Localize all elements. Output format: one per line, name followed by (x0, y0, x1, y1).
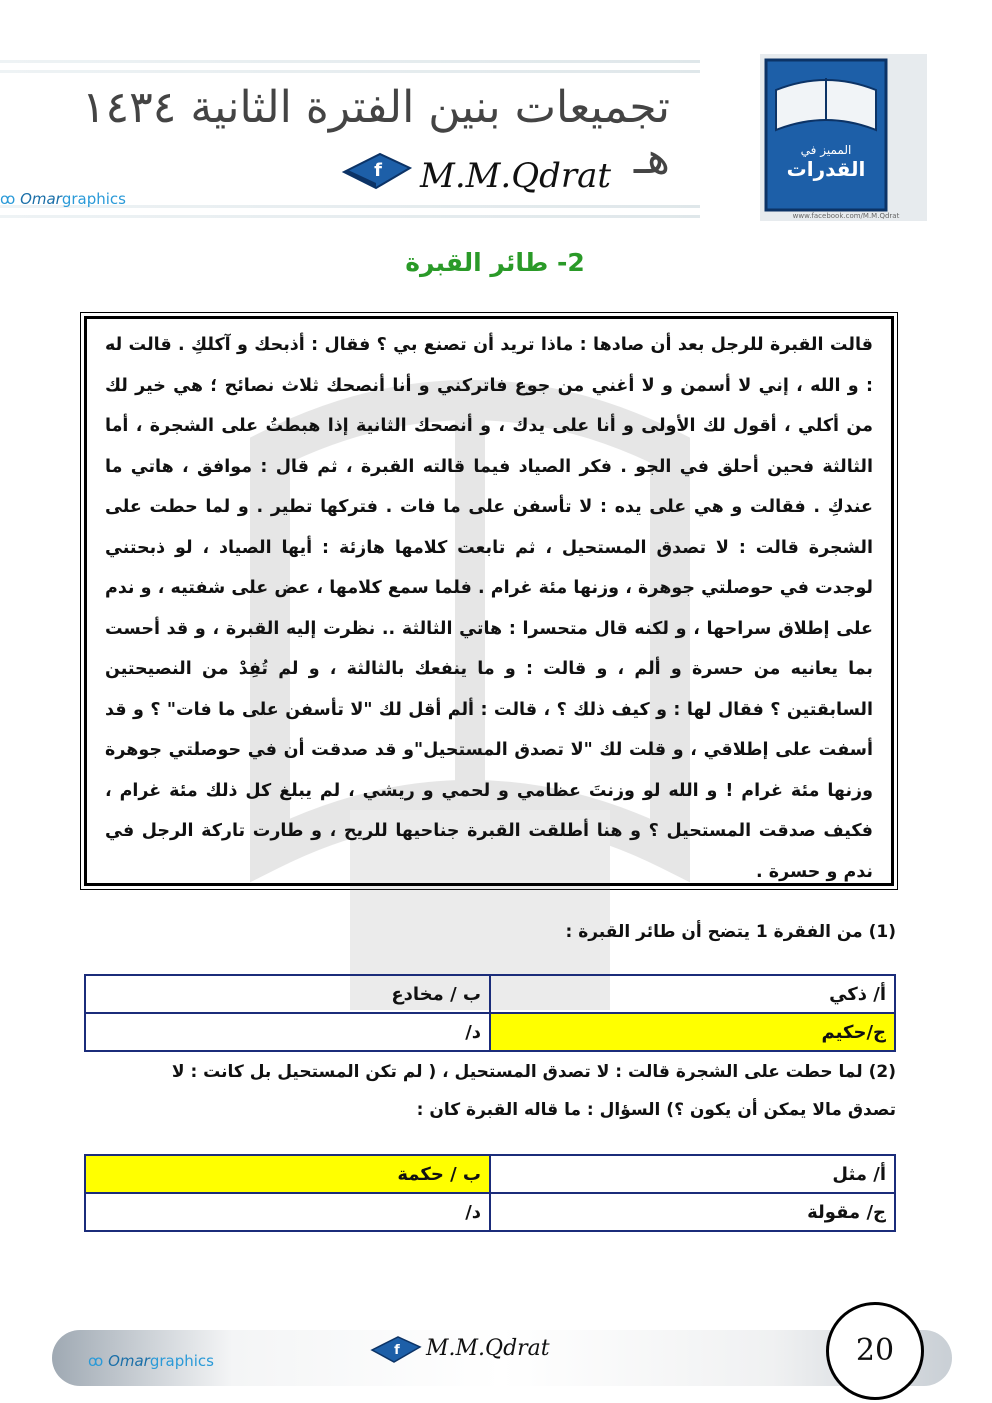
logo-text: القدرات (786, 157, 866, 181)
question-1-options (84, 974, 896, 1052)
logo-url: www.facebook.com/M.M.Qdrat (792, 212, 900, 220)
svg-text:f: f (394, 1343, 400, 1358)
logo-subtext: المميز في (800, 143, 852, 157)
footer-omar-icon: ꝏ (88, 1352, 104, 1370)
omar-logo-icon: ꝏ (0, 190, 16, 208)
omar-graphics-logo (0, 190, 126, 208)
omar-suffix: graphics (61, 190, 126, 208)
header-title: تجميعات بنين الفترة الثانية ١٤٣٤ هـ (81, 82, 670, 184)
question-2-line-2: تصدق مالا يمكن أن يكون ؟) السؤال : ما قاله القبرة كان : (416, 1100, 896, 1120)
header-brand: M.M.Qdrat (420, 156, 612, 196)
footer-omar-prefix: Omar (108, 1352, 150, 1370)
q2-option-b[interactable]: ب / حكمة (85, 1155, 490, 1193)
q2-option-c[interactable]: ج/ مقولة (490, 1193, 895, 1231)
q1-option-a[interactable]: أ/ ذكي (490, 975, 895, 1013)
facebook-icon (340, 150, 412, 190)
qdrat-logo (756, 50, 931, 225)
q2-option-a[interactable]: أ/ مثل (490, 1155, 895, 1193)
passage-text: قالت القبرة للرجل بعد أن صادها : ماذا تريد أن تصنع بي ؟ فقال : أذبحك و آكلكِ . قالت له : و الله ، إني لا أسمن و لا أغني من جوع فاتركني و أنا أنصحك ثلاث نصائح ؛ هي خير لك من أكلي ، أقول لك الأولى و أنا على يدك ، و أنصحك الثانية إذا هبطتُ على الشجرة ، أما الثالثة فحين أحلق في الجو . فكر الصياد فيما قالته القبرة ، ثم قال : موافق ، هاتي ما عندكِ . فقالت و هي على يده : لا تأسفن على ما فات . فتركها تطير . و لما حطت على الشجرة قالت : لا تصدق المستحيل ، ثم تابعت كلامها هازئة : أيها الصياد ، لو ذبحتني لوجدت في حوصلتي جوهرة ، وزنها مئة غرام . فلما سمع كلامها ، عض على شفتيه ، و ندم على إطلاق سراحها ، و لكنه قال متحسرا : هاتي الثالثة .. نظرت إليه القبرة ، و قد أحست بما يعانيه من حسرة و ألم ، و قالت : و ما ينفعك بالثالثة ، و لم تُفِدْ من النصيحتين السابقتين ؟ فقال لها : و كيف ذلك ؟ ، قالت : ألم أقل لك "لا تأسفن على ما فات" ؟ و قد أسفت على إطلاقي ، و قلت لك "لا تصدق المستحيل"و قد صدقت أن في حوصلتي جوهرة وزنها مئة غرام ! و الله لو وزنتَ عظامي و لحمي و ريشي ، لم يبلغ كل ذلك مئة غرام ، فكيف صدقت المستحيل ؟ و هنا أطلقت القبرة جناحيها للريح ، و طارت تاركة الرجل في ندم و حسرة . (84, 316, 894, 886)
question-2-line-1: (2) لما حطت على الشجرة قالت : لا تصدق المستحيل ، ( لم تكن المستحيل بل كانت : لا (171, 1062, 896, 1082)
q1-option-d[interactable]: د/ (85, 1013, 490, 1051)
footer-brand: M.M.Qdrat (426, 1336, 550, 1361)
section-title: 2- طائر القبرة (405, 248, 585, 277)
passage-box (80, 312, 898, 890)
question-1-text: (1) من الفقرة 1 يتضح أن طائر القبرة : (565, 922, 896, 942)
footer-facebook-icon (370, 1334, 422, 1364)
q2-option-d[interactable]: د/ (85, 1193, 490, 1231)
q1-option-b[interactable]: ب / مخادع (85, 975, 490, 1013)
q1-option-c[interactable]: ج/حكيم (490, 1013, 895, 1051)
omar-prefix: Omar (20, 190, 62, 208)
footer-omar-logo (88, 1352, 214, 1370)
page-number: 20 (826, 1302, 924, 1400)
question-2-options (84, 1154, 896, 1232)
svg-text:f: f (374, 160, 382, 181)
footer-omar-suffix: graphics (149, 1352, 214, 1370)
